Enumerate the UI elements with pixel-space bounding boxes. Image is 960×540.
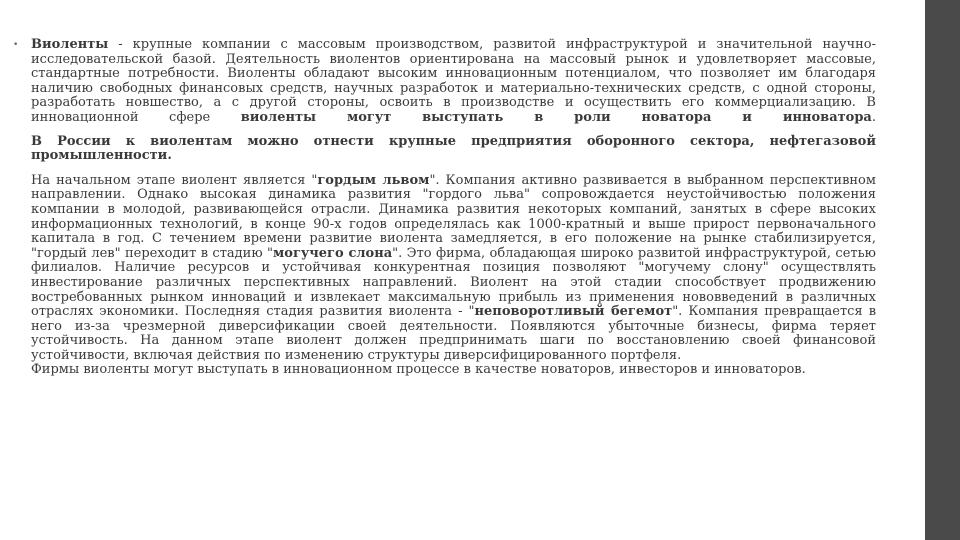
- term-violents: Виоленты: [31, 37, 109, 52]
- definition-text: крупные компании с массовым производством, развитой инфраструктурой и значительной научно-исследовательской базой. Деятельность виолентов ориентирована на массовый рынок и удовлетворяет массовые, стандартные потребности. Виоленты обладают высоким инновационным потенциалом, что позволяет им благодаря наличию свободных финансовых средств, научных разработок и материально-технических средств, с одной стороны, разработать новшество, а с другой стороны, освоить в производстве и осуществить его коммерциализацию. В инновационной сфере: [31, 37, 876, 125]
- stage-mighty-elephant: могучего слона: [273, 245, 393, 261]
- stages-text-3: ". Это фирма, обладающая широко развитой инфраструктурой, сетью филиалов. Наличие ресурсов и устойчивая конкурентная позиция позволяют "могучему слону" осуществлять инвестирование различных перспективных направлений. Виолент на этой стадии способствует продвижению востребованных рынком инноваций и извлекает максимальную прибыль из применения нововведений в различных отраслях экономики. Последняя стадия развития виолента - ": [31, 245, 876, 320]
- paragraph-stages: [31, 174, 876, 364]
- paragraph-russia-examples: В России к виолентам можно отнести крупные предприятия оборонного сектора, нефтегазовой промышленности.: [31, 133, 876, 164]
- bullet-marker: •: [13, 40, 19, 50]
- stage-proud-lion: гордым львом: [317, 172, 430, 188]
- stage-clumsy-hippo: неповоротливый бегемот: [474, 304, 673, 320]
- term-dash: -: [108, 37, 133, 52]
- right-side-bar: [925, 0, 960, 540]
- definition-end: .: [871, 109, 876, 125]
- paragraph-violents-definition: [31, 38, 876, 126]
- stages-text-2: ". Компания активно развивается в выбранном перспективном направлении. Однако высокая динамика развития "гордого льва" сопровождается неустойчивостью положения компании в молодой, развивающейся отрасли. Динамика развития некоторых компаний, занятых в сфере высоких информационных технологий, в конце 90-х годов определялась как 1000-кратный и выше прирост первоначального капитала в год. С течением времени развитие виолента замедляется, в его положение на рынке стабилизируется, "гордый лев" переходит в стадию ": [31, 172, 876, 261]
- definition-bold-tail: виоленты могут выступать в роли новатора и инноватора: [240, 109, 872, 125]
- stages-text-4: ". Компания превращается в него из-за чрезмерной диверсификации своей деятельности. Появляются убыточные бизнесы, фирма теряет устойчивость. На данном этапе виолент должен предпринимать шаги по восстановлению своей финансовой устойчивости, включая действия по изменению структуры диверсифицированного портфеля.: [31, 304, 877, 363]
- paragraph-roles: Фирмы виоленты могут выступать в инновационном процессе в качестве новаторов, инвесторов и инноваторов.: [31, 362, 806, 378]
- slide-body: [31, 38, 876, 378]
- stages-text-1: На начальном этапе виолент является ": [31, 172, 318, 188]
